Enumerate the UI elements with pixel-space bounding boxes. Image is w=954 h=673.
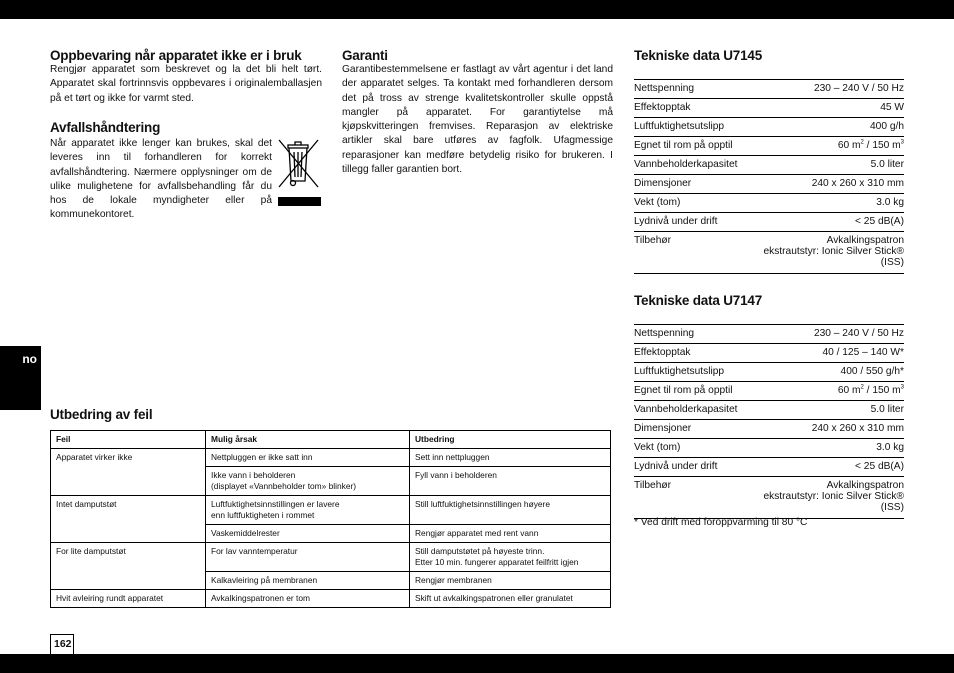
cause-cell: Nettpluggen er ikke satt inn — [206, 449, 410, 467]
spec-label: Lydnivå under drift — [634, 458, 737, 477]
spec-row — [634, 344, 904, 363]
remedy-cell: Fyll vann i beholderen — [410, 467, 611, 496]
tech-data-u7147 — [634, 293, 904, 519]
spec-value: 3.0 kg — [737, 439, 904, 458]
cause-cell: Avkalkingspatronen er tom — [206, 590, 410, 608]
cause-cell — [206, 467, 410, 496]
spec-label: Luftfuktighetsutslipp — [634, 118, 737, 137]
cause-cell — [206, 496, 410, 525]
fault-cell: Intet damputstøt — [51, 496, 206, 525]
table-row — [51, 449, 611, 467]
spec-value: < 25 dB(A) — [737, 458, 904, 477]
spec-label: Vannbeholderkapasitet — [634, 156, 737, 175]
tech-title: Tekniske data U7145 — [634, 48, 763, 63]
remedy-cell — [410, 543, 611, 572]
storage-title: Oppbevaring når apparatet ikke er i bruk — [50, 48, 302, 63]
remedy-line: Etter 10 min. fungerer apparatet feilfritt igjen — [415, 557, 579, 567]
spec-value: 45 W — [737, 99, 904, 118]
disposal-text: Når apparatet ikke lenger kan brukes, skal det leveres inn til forhandleren for korrekt avfallshåndtering. Nærmere opplysninger om de ulike mulighetene for avfallsbehandling får du hos de lokale myndigheter eller på kommunekontoret. — [50, 138, 272, 221]
fault-cell: For lite damputstøt — [51, 543, 206, 572]
header-remedy: Utbedring — [410, 431, 611, 449]
warranty-text: Garantibestemmelsene er fastlagt av vårt agentur i det land der apparatet selges. Ta kontakt med forhandleren dersom det på tross av strenge kvalitetskontroller skulle oppstå mangler på apparatet. For garantiytelse må kjøpskvitteringen fremvises. Reparasjon av elektriske artikler skal bare utføres av fagfolk. Ufagmessige reparasjoner kan medføre betydelig risiko for brukeren. I tillegg faller garantien bort. — [342, 64, 613, 176]
spec-value: < 25 dB(A) — [737, 213, 904, 232]
spec-row — [634, 137, 904, 156]
spec-label: Luftfuktighetsutslipp — [634, 363, 737, 382]
footnote: * Ved drift med foroppvarming til 80 °C — [634, 517, 808, 528]
spec-label: Dimensjoner — [634, 175, 737, 194]
spec-label: Dimensjoner — [634, 420, 737, 439]
spec-label: Vekt (tom) — [634, 194, 737, 213]
bottom-bar — [0, 654, 954, 673]
table-row — [51, 467, 611, 496]
table-row — [51, 590, 611, 608]
spec-row-accessories — [634, 232, 904, 274]
header-cause: Mulig årsak — [206, 431, 410, 449]
spec-label: Tilbehør — [634, 232, 737, 274]
remedy-cell: Skift ut avkalkingspatronen eller granulatet — [410, 590, 611, 608]
spec-value: 60 $m^2 / 150$ $m^3$ — [737, 382, 904, 401]
storage-section — [50, 48, 322, 106]
warranty-title: Garanti — [342, 48, 388, 63]
table-row — [51, 543, 611, 572]
spec-row — [634, 420, 904, 439]
spec-row — [634, 194, 904, 213]
disposal-title: Avfallshåndtering — [50, 120, 161, 135]
spec-value: 400 g/h — [737, 118, 904, 137]
spec-label: Vekt (tom) — [634, 439, 737, 458]
spec-value: 240 x 260 x 310 mm — [737, 175, 904, 194]
table-header-row — [51, 431, 611, 449]
spec-row-accessories — [634, 477, 904, 519]
storage-text: Rengjør apparatet som beskrevet og la det bli helt tørt. Apparatet skal fortrinnsvis oppbevares i originalemballasjen på et tørt og ikke for varmt sted. — [50, 64, 322, 104]
spec-row — [634, 439, 904, 458]
spec-row — [634, 458, 904, 477]
spec-value: 5.0 liter — [737, 401, 904, 420]
remedy-line: Still damputstøtet på høyeste trinn. — [415, 546, 545, 556]
page-number: 162 — [50, 634, 74, 654]
crossed-bin-icon — [276, 137, 321, 207]
spec-label: Egnet til rom på opptil — [634, 382, 737, 401]
table-row — [51, 525, 611, 543]
table-row — [51, 572, 611, 590]
fault-cell: Hvit avleiring rundt apparatet — [51, 590, 206, 608]
spec-value: 60 $m^2 / 150$ $m^3$ — [737, 137, 904, 156]
remedy-cell: Sett inn nettpluggen — [410, 449, 611, 467]
accessory-line: Avkalkingspatron — [826, 480, 904, 491]
cause-line: Ikke vann i beholderen — [211, 470, 296, 480]
spec-value: 400 / 550 g/h* — [737, 363, 904, 382]
troubleshooting-table — [50, 430, 611, 608]
spec-label: Nettspenning — [634, 80, 737, 99]
fault-cell — [51, 467, 206, 496]
cause-cell: For lav vanntemperatur — [206, 543, 410, 572]
spec-row — [634, 401, 904, 420]
spec-row — [634, 213, 904, 232]
cause-line: enn luftfuktigheten i rommet — [211, 510, 315, 520]
spec-row — [634, 80, 904, 99]
spec-label: Vannbeholderkapasitet — [634, 401, 737, 420]
spec-row — [634, 118, 904, 137]
troubleshooting-title: Utbedring av feil — [50, 407, 153, 422]
remedy-cell: Still luftfuktighetsinnstillingen høyere — [410, 496, 611, 525]
fault-cell — [51, 572, 206, 590]
spec-label: Tilbehør — [634, 477, 737, 519]
spec-label: Lydnivå under drift — [634, 213, 737, 232]
spec-value: 5.0 liter — [737, 156, 904, 175]
spec-label: Egnet til rom på opptil — [634, 137, 737, 156]
header-fault: Feil — [51, 431, 206, 449]
fault-cell: Apparatet virker ikke — [51, 449, 206, 467]
tech-table — [634, 79, 904, 274]
spec-row — [634, 156, 904, 175]
spec-value — [737, 477, 904, 519]
cause-cell: Kalkavleiring på membranen — [206, 572, 410, 590]
spec-value: 40 / 125 – 140 W* — [737, 344, 904, 363]
spec-row — [634, 175, 904, 194]
spec-row — [634, 363, 904, 382]
spec-value: 230 – 240 V / 50 Hz — [737, 80, 904, 99]
remedy-cell: Rengjør apparatet med rent vann — [410, 525, 611, 543]
spec-row — [634, 99, 904, 118]
cause-cell: Vaskemiddelrester — [206, 525, 410, 543]
table-row — [51, 496, 611, 525]
spec-value — [737, 232, 904, 274]
accessory-line: ekstrautstyr: Ionic Silver Stick® (ISS) — [763, 491, 904, 513]
spec-label: Effektopptak — [634, 344, 737, 363]
tech-title: Tekniske data U7147 — [634, 293, 763, 308]
spec-label: Nettspenning — [634, 325, 737, 344]
spec-value: 230 – 240 V / 50 Hz — [737, 325, 904, 344]
cause-line: (displayet «Vannbeholder tom» blinker) — [211, 481, 357, 491]
language-tab-label: no — [22, 352, 37, 366]
accessory-line: ekstrautstyr: Ionic Silver Stick® (ISS) — [763, 246, 904, 268]
warranty-section — [342, 48, 613, 177]
tech-data-u7145 — [634, 48, 904, 274]
spec-row — [634, 382, 904, 401]
spec-value: 240 x 260 x 310 mm — [737, 420, 904, 439]
tech-table — [634, 324, 904, 519]
disposal-section — [50, 120, 272, 223]
top-bar — [0, 0, 954, 19]
spec-row — [634, 325, 904, 344]
cause-line: Luftfuktighetsinnstillingen er lavere — [211, 499, 340, 509]
spec-label: Effektopptak — [634, 99, 737, 118]
fault-cell — [51, 525, 206, 543]
language-tab — [0, 346, 41, 410]
accessory-line: Avkalkingspatron — [826, 235, 904, 246]
spec-value: 3.0 kg — [737, 194, 904, 213]
remedy-cell: Rengjør membranen — [410, 572, 611, 590]
